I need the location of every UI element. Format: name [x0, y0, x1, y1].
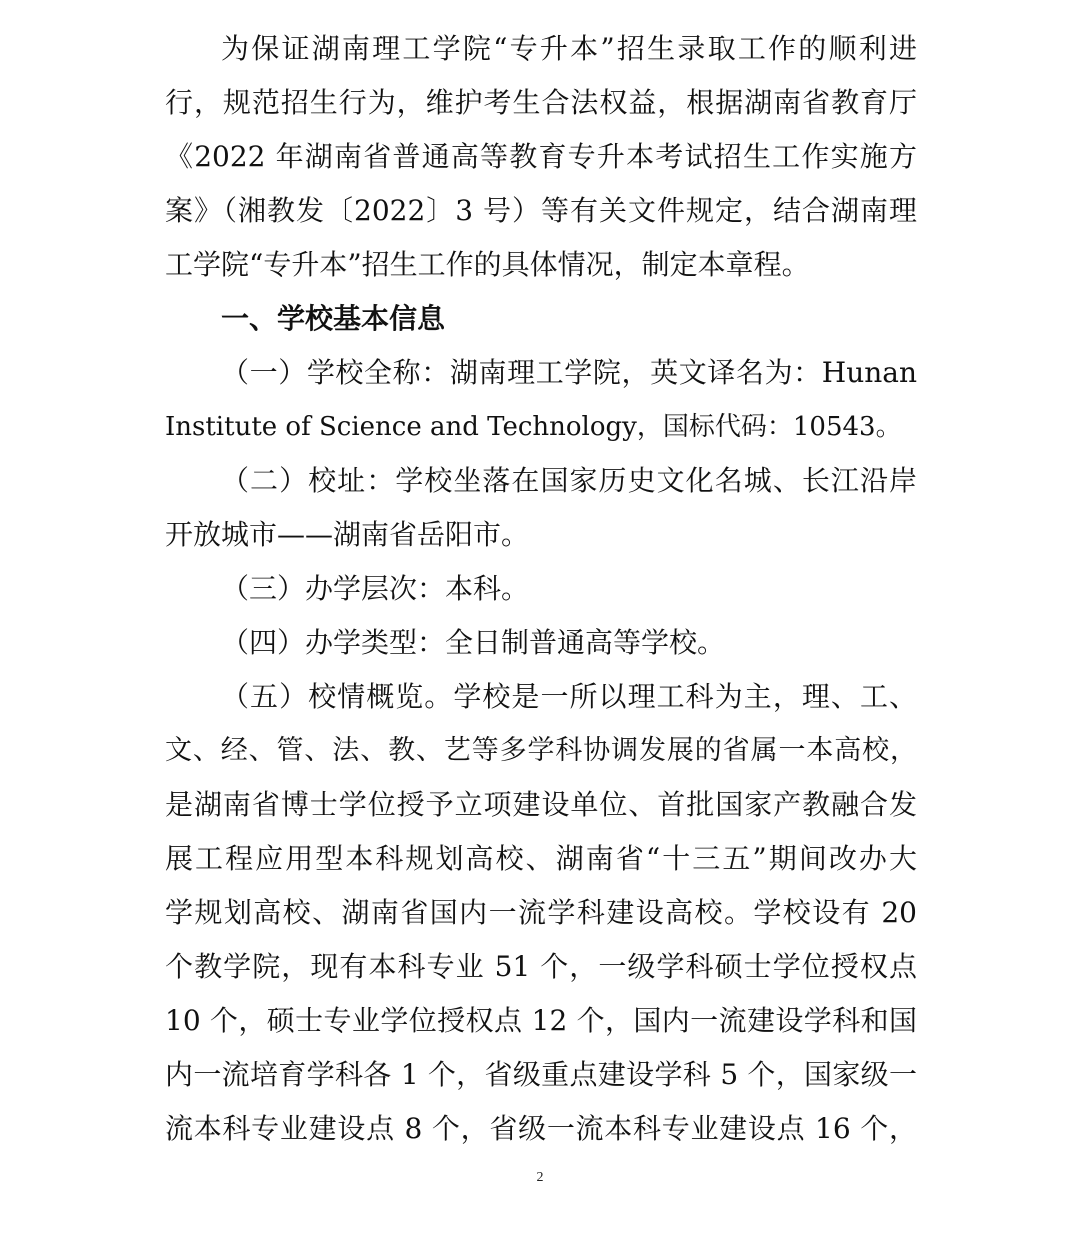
item-overview-line-6: 个教学院，现有本科专业 51 个，一级学科硕士学位授权点 — [165, 950, 917, 983]
item-overview-line-7: 10 个，硕士专业学位授权点 12 个，国内一流建设学科和国 — [165, 1004, 917, 1037]
item-address-line-1: （二）校址：学校坐落在国家历史文化名城、长江沿岸 — [221, 464, 917, 497]
item-overview-line-2: 文、经、管、法、教、艺等多学科协调发展的省属一本高校， — [165, 735, 917, 766]
item-overview-line-1: （五）校情概览。学校是一所以理工科为主，理、工、 — [221, 680, 917, 713]
item-address-line-2: 开放城市——湖南省岳阳市。 — [165, 518, 530, 551]
item-overview-line-3: 是湖南省博士学位授予立项建设单位、首批国家产教融合发 — [165, 788, 917, 821]
paragraph-intro-line-4: 案》（湘教发〔2022〕3 号）等有关文件规定，结合湖南理 — [165, 194, 917, 227]
item-overview-line-9: 流本科专业建设点 8 个，省级一流本科专业建设点 16 个， — [165, 1112, 917, 1145]
document-body — [165, 22, 917, 1156]
paragraph-intro-line-2: 行，规范招生行为，维护考生合法权益，根据湖南省教育厅 — [165, 86, 917, 119]
item-type: （四）办学类型：全日制普通高等学校。 — [221, 626, 726, 659]
paragraph-intro-line-3: 《2022 年湖南省普通高等教育专升本考试招生工作实施方 — [165, 140, 917, 173]
item-school-name-line-2: Institute of Science and Technology，国标代码：10543。 — [165, 412, 902, 442]
item-overview-line-8: 内一流培育学科各 1 个，省级重点建设学科 5 个，国家级一 — [165, 1058, 917, 1091]
item-overview-line-4: 展工程应用型本科规划高校、湖南省“十三五”期间改办大 — [165, 842, 917, 875]
page-number: 2 — [536, 1170, 544, 1185]
paragraph-intro-line-1: 为保证湖南理工学院“专升本”招生录取工作的顺利进 — [221, 32, 917, 65]
item-school-name-line-1: （一）学校全称：湖南理工学院，英文译名为：Hunan — [221, 356, 917, 389]
section-heading-school-info: 一、学校基本信息 — [221, 302, 446, 335]
paragraph-intro-line-5: 工学院“专升本”招生工作的具体情况，制定本章程。 — [165, 248, 810, 281]
item-level: （三）办学层次：本科。 — [221, 572, 530, 605]
item-overview-line-5: 学规划高校、湖南省国内一流学科建设高校。学校设有 20 — [165, 896, 917, 929]
